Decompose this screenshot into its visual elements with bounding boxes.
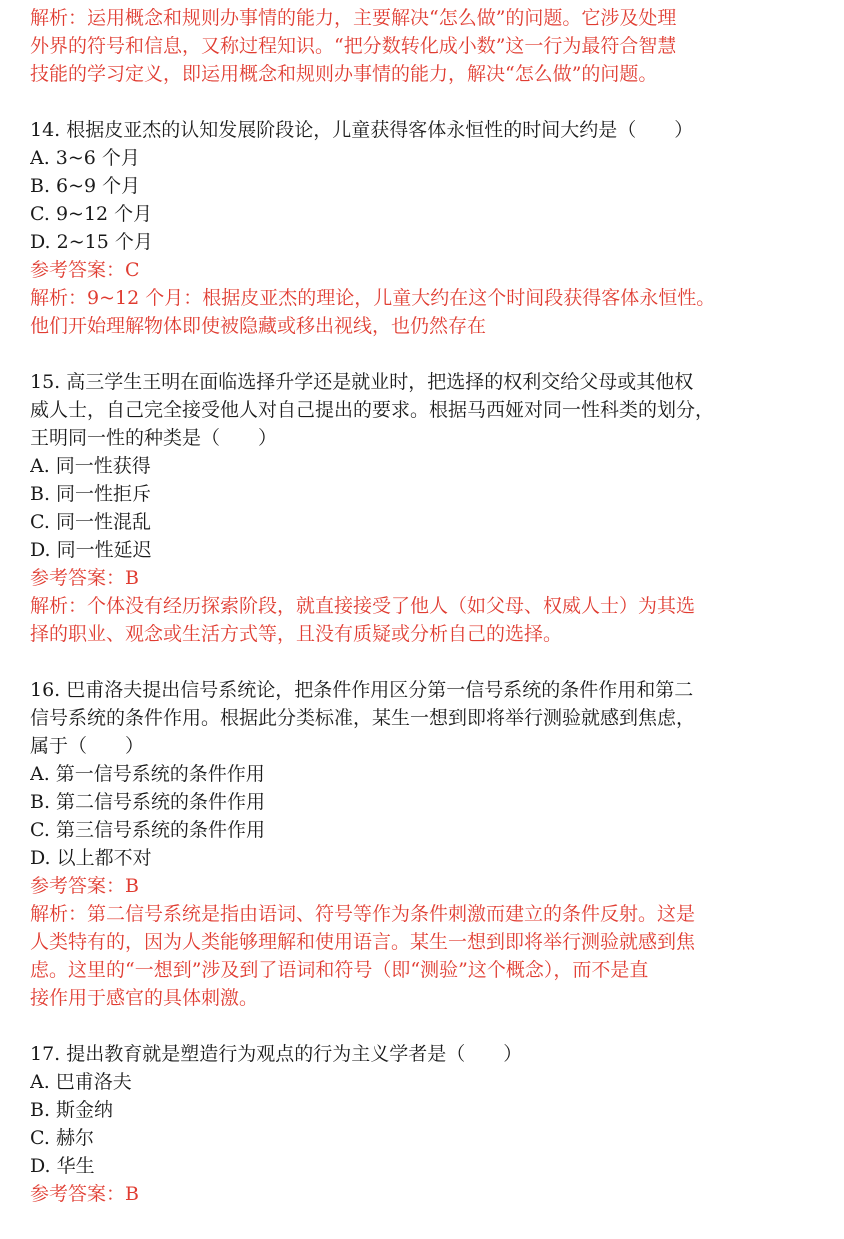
option-d: D. 以上都不对 (30, 847, 152, 869)
option-c: C. 赫尔 (30, 1127, 94, 1149)
question-stem: 15. 高三学生王明在面临选择升学还是就业时，把选择的权利交给父母或其他权 (30, 371, 694, 393)
analysis-line: 接作用于感官的具体刺激。 (30, 987, 259, 1009)
analysis-line: 虑。这里的“一想到”涉及到了语词和符号（即“测验”这个概念），而不是直 (30, 959, 649, 981)
question-stem: 威人士，自己完全接受他人对自己提出的要求。根据马西娅对同一性科类的划分， (30, 399, 715, 421)
option-c: C. 第三信号系统的条件作用 (30, 819, 265, 841)
question-stem: 王明同一性的种类是（ ） (30, 427, 278, 449)
question-stem: 属于（ ） (30, 735, 145, 757)
spacer (30, 88, 830, 116)
analysis-line: 择的职业、观念或生活方式等，且没有质疑或分析自己的选择。 (30, 623, 563, 645)
reference-answer: 参考答案：B (30, 567, 139, 589)
option-d: D. 2~15 个月 (30, 231, 153, 253)
option-b: B. 6~9 个月 (30, 175, 141, 197)
reference-answer: 参考答案：B (30, 875, 139, 897)
analysis-line: 外界的符号和信息，又称过程知识。“把分数转化成小数”这一行为最符合智慧 (30, 35, 677, 57)
question-stem: 信号系统的条件作用。根据此分类标准，某生一想到即将举行测验就感到焦虑， (30, 707, 696, 729)
explanation-block-13 (30, 4, 830, 88)
option-c: C. 同一性混乱 (30, 511, 151, 533)
reference-answer: 参考答案：B (30, 1183, 139, 1205)
option-c: C. 9~12 个月 (30, 203, 153, 225)
question-stem: 17. 提出教育就是塑造行为观点的行为主义学者是（ ） (30, 1043, 523, 1065)
question-stem: 14. 根据皮亚杰的认知发展阶段论，儿童获得客体永恒性的时间大约是（ ） (30, 119, 694, 141)
option-d: D. 华生 (30, 1155, 95, 1177)
question-15 (30, 368, 830, 648)
document-page (30, 4, 830, 1208)
analysis-line: 人类特有的，因为人类能够理解和使用语言。某生一想到即将举行测验就感到焦 (30, 931, 696, 953)
analysis-line: 解析：9~12 个月：根据皮亚杰的理论，儿童大约在这个时间段获得客体永恒性。 (30, 287, 716, 309)
analysis-line: 技能的学习定义，即运用概念和规则办事情的能力，解决“怎么做”的问题。 (30, 63, 658, 85)
question-16 (30, 676, 830, 1012)
reference-answer: 参考答案：C (30, 259, 140, 281)
option-a: A. 第一信号系统的条件作用 (30, 763, 265, 785)
spacer (30, 1012, 830, 1040)
spacer (30, 648, 830, 676)
analysis-line: 解析：第二信号系统是指由语词、符号等作为条件刺激而建立的条件反射。这是 (30, 903, 696, 925)
analysis-line: 解析：个体没有经历探索阶段，就直接接受了他人（如父母、权威人士）为其选 (30, 595, 696, 617)
question-14 (30, 116, 830, 340)
question-17 (30, 1040, 830, 1208)
option-b: B. 第二信号系统的条件作用 (30, 791, 266, 813)
spacer (30, 340, 830, 368)
option-a: A. 巴甫洛夫 (30, 1071, 132, 1093)
option-b: B. 斯金纳 (30, 1099, 114, 1121)
option-a: A. 同一性获得 (30, 455, 151, 477)
analysis-line: 解析：运用概念和规则办事情的能力，主要解决“怎么做”的问题。它涉及处理 (30, 7, 677, 29)
option-a: A. 3~6 个月 (30, 147, 140, 169)
option-d: D. 同一性延迟 (30, 539, 152, 561)
analysis-line: 他们开始理解物体即使被隐藏或移出视线，也仍然存在 (30, 315, 487, 337)
question-stem: 16. 巴甫洛夫提出信号系统论，把条件作用区分第一信号系统的条件作用和第二 (30, 679, 694, 701)
option-b: B. 同一性拒斥 (30, 483, 152, 505)
